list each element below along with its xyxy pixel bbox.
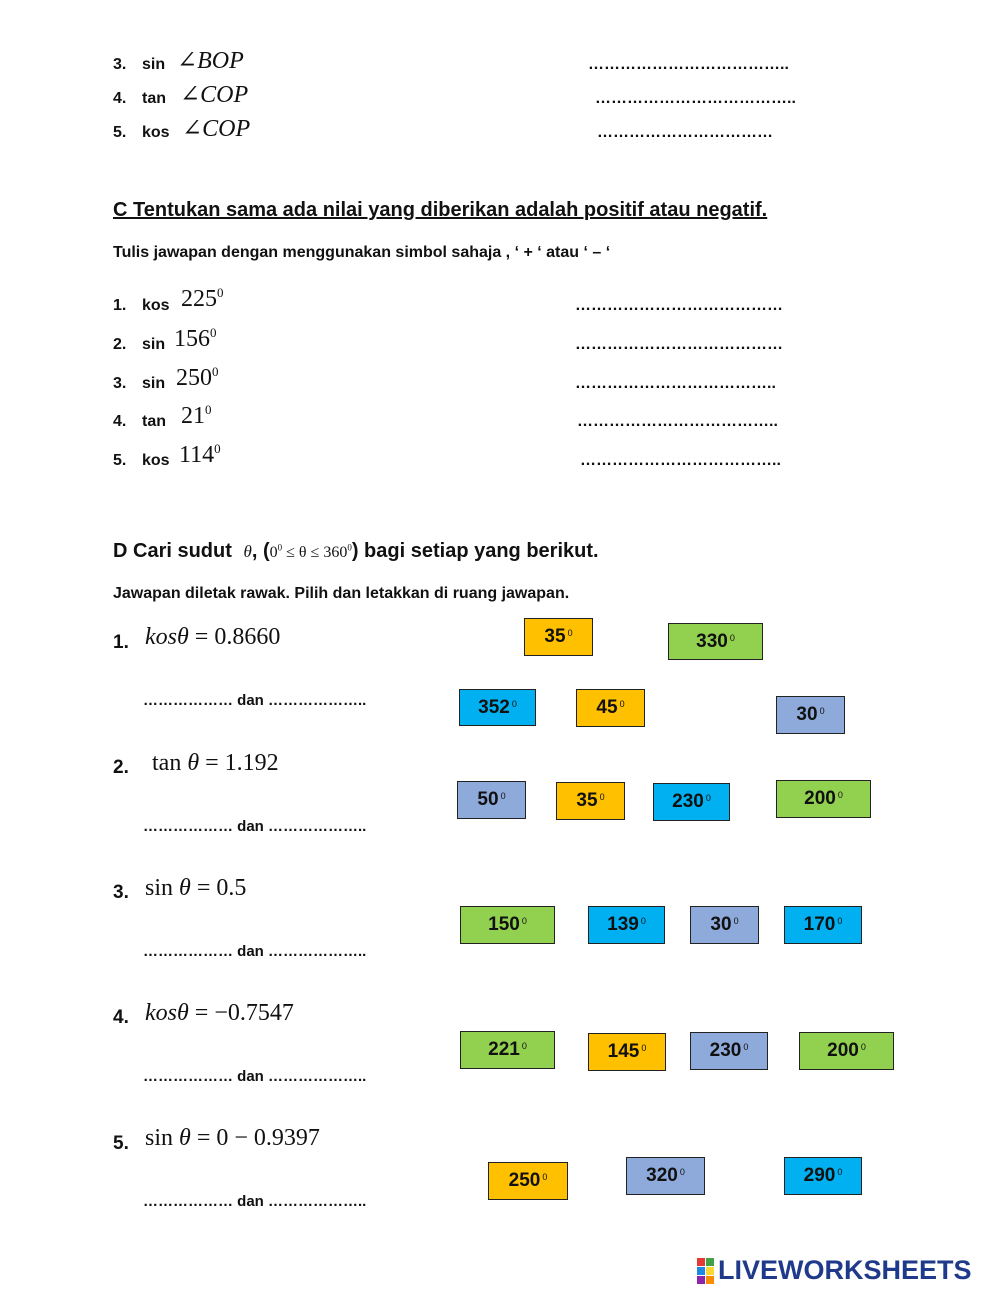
- answer-chip[interactable]: 170 $^0$: [784, 906, 862, 944]
- answer-blank[interactable]: ………………………………..: [580, 452, 781, 469]
- trig-function: sin: [142, 336, 166, 353]
- answer-chip[interactable]: 230 $^0$: [653, 783, 730, 821]
- equation: sin θ = 0.5: [145, 875, 247, 901]
- trig-function: kos: [142, 452, 170, 469]
- trig-function: sin: [142, 56, 166, 73]
- answer-blank-pair[interactable]: ……………… dan ………………..: [143, 1193, 367, 1210]
- logo-mark-icon: [697, 1258, 714, 1284]
- angle-value: $250^0$: [176, 364, 219, 391]
- answer-chip[interactable]: 221 $^0$: [460, 1031, 555, 1069]
- item-number: 5.: [113, 452, 127, 469]
- answer-blank[interactable]: ………………………………..: [577, 413, 778, 430]
- answer-chip[interactable]: 320 $^0$: [626, 1157, 705, 1195]
- answer-blank-pair[interactable]: ……………… dan ………………..: [143, 1068, 367, 1085]
- angle-value: $114^0$: [179, 441, 221, 468]
- answer-blank[interactable]: …………………………………: [575, 336, 783, 353]
- answer-chip[interactable]: 50 $^0$: [457, 781, 526, 819]
- answer-blank[interactable]: ………………………………..: [575, 375, 776, 392]
- answer-chip[interactable]: 139 $^0$: [588, 906, 665, 944]
- problem-number: 5.: [113, 1133, 129, 1154]
- item-number: 3.: [113, 375, 127, 392]
- angle-expression: ∠COP: [180, 82, 249, 108]
- problem-number: 2.: [113, 757, 129, 778]
- answer-chip[interactable]: 35 $^0$: [524, 618, 593, 656]
- answer-chip[interactable]: 230 $^0$: [690, 1032, 768, 1070]
- section-c-instruction: Tulis jawapan dengan menggunakan simbol sahaja , ‘ + ‘ atau ‘ – ‘: [113, 244, 611, 261]
- problem-number: 1.: [113, 632, 129, 653]
- answer-chip[interactable]: 35 $^0$: [556, 782, 625, 820]
- answer-blank[interactable]: …………………………………: [575, 297, 783, 314]
- angle-expression: ∠COP: [182, 116, 251, 142]
- equation: tan θ = 1.192: [152, 750, 279, 776]
- answer-chip[interactable]: 200 $^0$: [799, 1032, 894, 1070]
- answer-chip[interactable]: 250 $^0$: [488, 1162, 568, 1200]
- answer-blank-pair[interactable]: ……………… dan ………………..: [143, 692, 367, 709]
- answer-blank-pair[interactable]: ……………… dan ………………..: [143, 943, 367, 960]
- answer-blank[interactable]: ……………………………: [597, 124, 773, 141]
- problem-number: 4.: [113, 1007, 129, 1028]
- answer-chip[interactable]: 145 $^0$: [588, 1033, 666, 1071]
- equation: sin θ = 0 − 0.9397: [145, 1125, 320, 1151]
- answer-blank[interactable]: ………………………………..: [588, 56, 789, 73]
- answer-blank[interactable]: ………………………………..: [595, 90, 796, 107]
- angle-value: $21^0$: [181, 402, 212, 429]
- item-number: 4.: [113, 413, 127, 430]
- answer-chip[interactable]: 150 $^0$: [460, 906, 555, 944]
- equation: kosθ = −0.7547: [145, 1000, 294, 1026]
- item-number: 3.: [113, 56, 127, 73]
- section-d-heading: D Cari sudut θ, $(0^0 \le \theta \le 360^0)$ bagi setiap yang berikut.: [113, 540, 599, 562]
- trig-function: tan: [142, 90, 166, 107]
- angle-value: $156^0$: [174, 325, 217, 352]
- liveworksheets-logo: [697, 1255, 972, 1286]
- item-number: 5.: [113, 124, 127, 141]
- answer-chip[interactable]: 30 $^0$: [690, 906, 759, 944]
- trig-function: tan: [142, 413, 166, 430]
- section-c-heading: C Tentukan sama ada nilai yang diberikan adalah positif atau negatif.: [113, 199, 768, 221]
- answer-chip[interactable]: 45 $^0$: [576, 689, 645, 727]
- answer-chip[interactable]: 330 $^0$: [668, 623, 763, 660]
- answer-chip[interactable]: 200 $^0$: [776, 780, 871, 818]
- trig-function: kos: [142, 297, 170, 314]
- answer-chip[interactable]: 352 $^0$: [459, 689, 536, 726]
- answer-chip[interactable]: 290 $^0$: [784, 1157, 862, 1195]
- section-d-instruction: Jawapan diletak rawak. Pilih dan letakkan di ruang jawapan.: [113, 585, 570, 602]
- answer-blank-pair[interactable]: ……………… dan ………………..: [143, 818, 367, 835]
- problem-number: 3.: [113, 882, 129, 903]
- logo-wordmark: LIVEWORKSHEETS: [718, 1255, 972, 1285]
- trig-function: kos: [142, 124, 170, 141]
- item-number: 2.: [113, 336, 127, 353]
- item-number: 1.: [113, 297, 127, 314]
- trig-function: sin: [142, 375, 166, 392]
- equation: kosθ = 0.8660: [145, 624, 281, 650]
- item-number: 4.: [113, 90, 127, 107]
- answer-chip[interactable]: 30 $^0$: [776, 696, 845, 734]
- angle-value: $225^0$: [181, 285, 224, 312]
- angle-expression: ∠BOP: [177, 48, 244, 74]
